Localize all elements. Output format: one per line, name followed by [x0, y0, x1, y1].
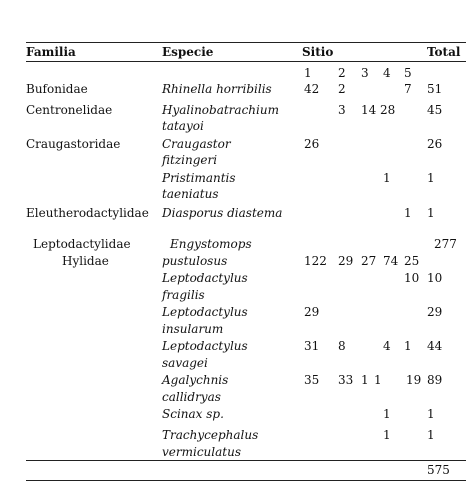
species-name: Leptodactylus [162, 271, 248, 285]
count-site-3: 1 [361, 373, 369, 387]
species-name-cont: fragilis [162, 288, 205, 302]
species-name-cont: callidryas [162, 390, 221, 404]
row-total: 1 [427, 407, 435, 421]
site-number: 3 [361, 66, 369, 80]
count-site-1: 35 [304, 373, 320, 387]
family-name: Centronelidae [26, 103, 113, 117]
header-familia: Familia [26, 45, 76, 59]
family-name: Hylidae [62, 254, 109, 268]
header-rule [26, 61, 466, 62]
count-site-1: 42 [304, 82, 320, 96]
bottom-rule [26, 460, 466, 461]
species-name: Agalychnis [162, 373, 229, 387]
row-total: 10 [427, 271, 443, 285]
species-name: Diasporus diastema [162, 206, 283, 220]
count-site-1: 122 [304, 254, 327, 268]
row-total: 44 [427, 339, 443, 353]
top-rule [26, 42, 466, 43]
count-site-5: 1 [404, 339, 412, 353]
species-name-cont: tatayoi [162, 119, 204, 133]
row-total: 1 [427, 428, 435, 442]
count-site-4: 74 [383, 254, 399, 268]
row-total: 1 [427, 206, 435, 220]
family-name: Eleutherodactylidae [26, 206, 149, 220]
species-name: Leptodactylus [162, 339, 248, 353]
count-site-4: 1 [383, 428, 391, 442]
count-site-5: 1 [404, 206, 412, 220]
count-site-1: 31 [304, 339, 320, 353]
count-site-5: 10 [404, 271, 420, 285]
count-site-4: 1 [383, 171, 391, 185]
family-name: Craugastoridae [26, 137, 121, 151]
header-total: Total [427, 45, 461, 59]
row-total: 89 [427, 373, 443, 387]
species-name: Scinax sp. [162, 407, 224, 421]
species-name-cont: insularum [162, 322, 224, 336]
row-total: 29 [427, 305, 443, 319]
count-site-3: 27 [361, 254, 377, 268]
family-name: Bufonidae [26, 82, 88, 96]
species-name-cont: pustulosus [162, 254, 228, 268]
grand-total: 575 [427, 463, 450, 477]
count-site-2: 29 [338, 254, 354, 268]
species-name: Leptodactylus [162, 305, 248, 319]
site-number: 4 [383, 66, 391, 80]
species-name: Rhinella horribilis [162, 82, 272, 96]
species-name-cont: vermiculatus [162, 445, 241, 459]
site-number: 5 [404, 66, 412, 80]
header-especie: Especie [162, 45, 214, 59]
row-total: 1 [427, 171, 435, 185]
count-site-4: 28 [380, 103, 396, 117]
species-name: Craugastor [162, 137, 231, 151]
count-site-2: 8 [338, 339, 346, 353]
species-name: Trachycephalus [162, 428, 259, 442]
row-total: 26 [427, 137, 443, 151]
species-name-cont: fitzingeri [162, 153, 218, 167]
species-name: Engystomops [170, 237, 252, 251]
count-site-5: 7 [404, 82, 412, 96]
count-site-2: 3 [338, 103, 346, 117]
count-site-1: 29 [304, 305, 320, 319]
count-site-2: 2 [338, 82, 346, 96]
count-site-4: 4 [383, 339, 391, 353]
final-rule [26, 480, 466, 481]
species-name-cont: savagei [162, 356, 208, 370]
species-name-cont: taeniatus [162, 187, 219, 201]
count-site-2: 33 [338, 373, 354, 387]
row-total: 51 [427, 82, 443, 96]
row-total: 277 [434, 237, 457, 251]
count-site-4: 1 [383, 407, 391, 421]
family-name: Leptodactylidae [33, 237, 131, 251]
count-site-5: 25 [404, 254, 420, 268]
site-number: 2 [338, 66, 346, 80]
species-name: Hyalinobatrachium [162, 103, 279, 117]
count-site-5: 19 [406, 373, 422, 387]
species-name: Pristimantis [162, 171, 236, 185]
header-sitio: Sitio [302, 45, 334, 59]
site-number: 1 [304, 66, 312, 80]
count-site-4: 1 [374, 373, 382, 387]
count-site-3: 14 [361, 103, 377, 117]
count-site-1: 26 [304, 137, 320, 151]
row-total: 45 [427, 103, 443, 117]
